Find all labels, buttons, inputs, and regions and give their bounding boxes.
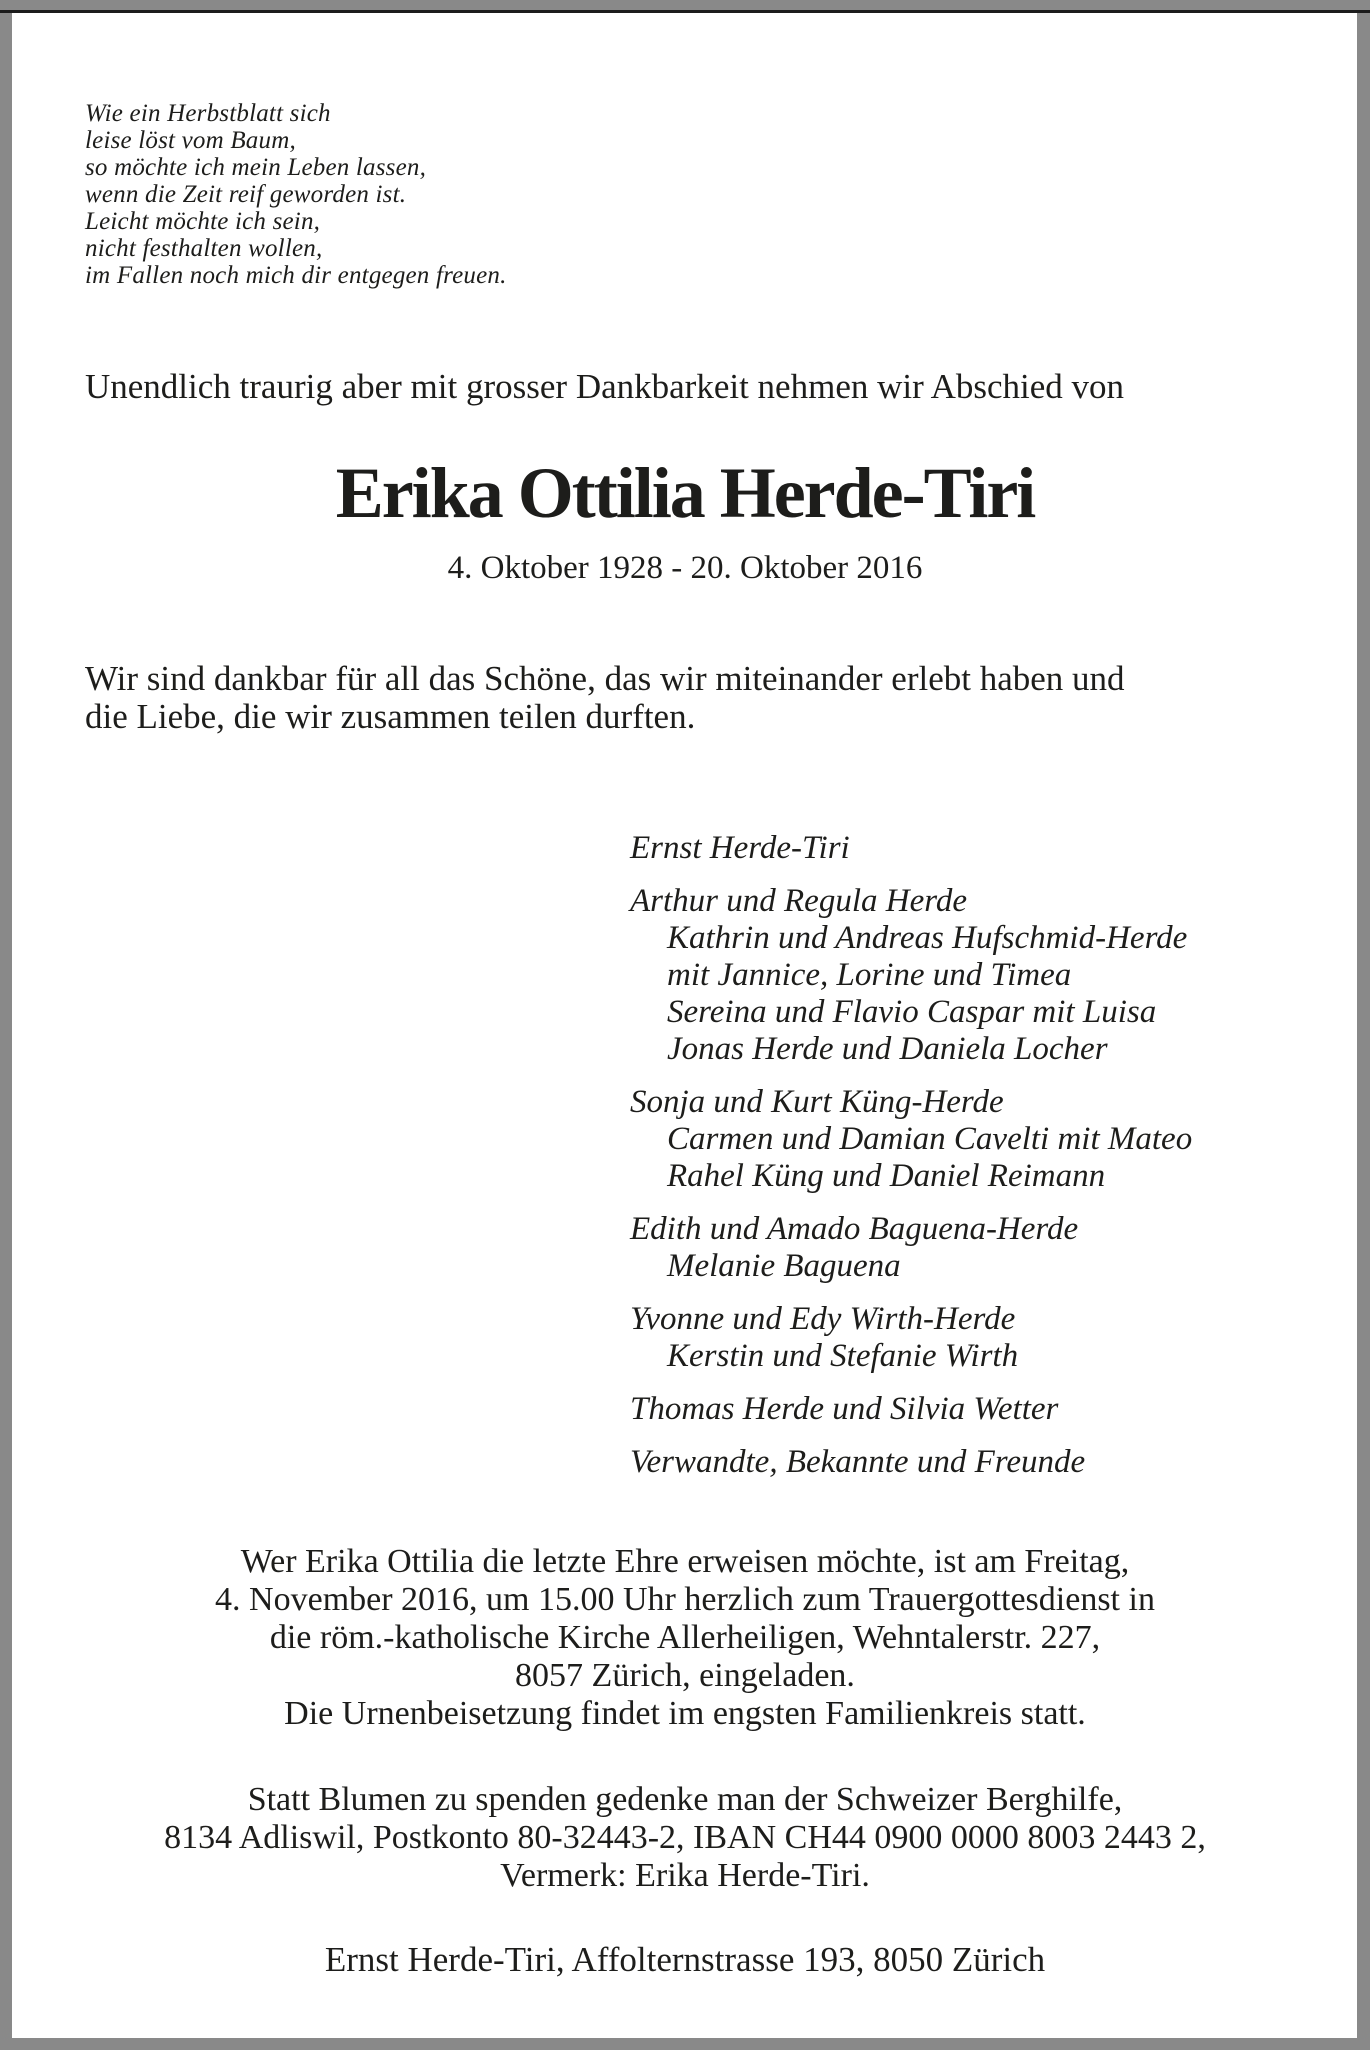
mourner-group (630, 1211, 1285, 1285)
mourner-name: Sonja und Kurt Küng-Herde (630, 1084, 1004, 1120)
mourner-name: Rahel Küng und Daniel Reimann (667, 1158, 1106, 1194)
scan-border-bottom (0, 2038, 1370, 2050)
gratitude-text (85, 660, 1285, 736)
service-line: 4. November 2016, um 15.00 Uhr herzlich zum Trauergottesdienst in (215, 1581, 1155, 1618)
mourner-name: Kerstin und Stefanie Wirth (667, 1338, 1019, 1374)
service-information (85, 1543, 1285, 1733)
poem-line: Leicht möchte ich sein, (85, 208, 321, 235)
life-dates: 4. Oktober 1928 - 20. Oktober 2016 (447, 550, 923, 586)
mourner-name: Sereina und Flavio Caspar mit Luisa (667, 994, 1157, 1030)
mourner-name: Arthur und Regula Herde (630, 883, 967, 919)
mourner-name: Kathrin und Andreas Hufschmid-Herde (667, 920, 1188, 956)
poem-line: im Fallen noch mich dir entgegen freuen. (85, 262, 507, 289)
poem-line: leise löst vom Baum, (85, 127, 296, 154)
donation-line: Vermerk: Erika Herde-Tiri. (500, 1857, 870, 1894)
mourner-group (630, 1084, 1285, 1195)
mourner-group (630, 1391, 1285, 1428)
mourner-name: mit Jannice, Lorine und Timea (667, 957, 1072, 993)
poem-line: wenn die Zeit reif geworden ist. (85, 181, 407, 208)
deceased-name: Erika Ottilia Herde-Tiri (335, 453, 1035, 533)
mourner-name: Ernst Herde-Tiri (630, 830, 850, 866)
obituary-page (12, 13, 1357, 2038)
mourner-name: Thomas Herde und Silvia Wetter (630, 1391, 1059, 1427)
scan-border-left (0, 13, 12, 2038)
gratitude-line: die Liebe, die wir zusammen teilen durften. (85, 697, 696, 736)
mourner-name: Carmen und Damian Cavelti mit Mateo (667, 1121, 1193, 1157)
poem-line: so möchte ich mein Leben lassen, (85, 154, 427, 181)
service-line: die röm.-katholische Kirche Allerheiligen, Wehntalerstr. 227, (269, 1619, 1101, 1656)
service-line: Wer Erika Ottilia die letzte Ehre erweisen möchte, ist am Freitag, (240, 1543, 1130, 1580)
mourner-group (630, 830, 1285, 867)
mourner-name: Yvonne und Edy Wirth-Herde (630, 1301, 1016, 1337)
scan-border-top (0, 0, 1370, 10)
mourner-name: Melanie Baguena (667, 1248, 901, 1284)
poem-line: Wie ein Herbstblatt sich (85, 100, 331, 127)
donation-information (85, 1781, 1285, 1895)
memorial-poem (85, 100, 1285, 289)
mourners-list (630, 830, 1285, 1481)
donation-line: 8134 Adliswil, Postkonto 80-32443-2, IBAN CH44 0900 0000 8003 2443 2, (164, 1819, 1206, 1856)
service-line: 8057 Zürich, eingeladen. (515, 1657, 855, 1694)
scan-border-right (1357, 13, 1370, 2038)
mourner-name: Edith und Amado Baguena-Herde (630, 1211, 1079, 1247)
mourner-group (630, 1301, 1285, 1375)
mourner-group (630, 1444, 1285, 1481)
announcement-intro: Unendlich traurig aber mit grosser Dankbarkeit nehmen wir Abschied von (85, 367, 1125, 406)
service-line: Die Urnenbeisetzung findet im engsten Familienkreis statt. (284, 1695, 1086, 1732)
mourner-name: Verwandte, Bekannte und Freunde (630, 1444, 1086, 1480)
gratitude-line: Wir sind dankbar für all das Schöne, das wir miteinander erlebt haben und (85, 659, 1125, 698)
poem-line: nicht festhalten wollen, (85, 235, 323, 262)
donation-line: Statt Blumen zu spenden gedenke man der Schweizer Berghilfe, (247, 1781, 1123, 1818)
contact-address: Ernst Herde-Tiri, Affolternstrasse 193, 8050 Zürich (324, 1940, 1046, 1979)
mourner-group (630, 883, 1285, 1068)
mourner-name: Jonas Herde und Daniela Locher (667, 1031, 1108, 1067)
